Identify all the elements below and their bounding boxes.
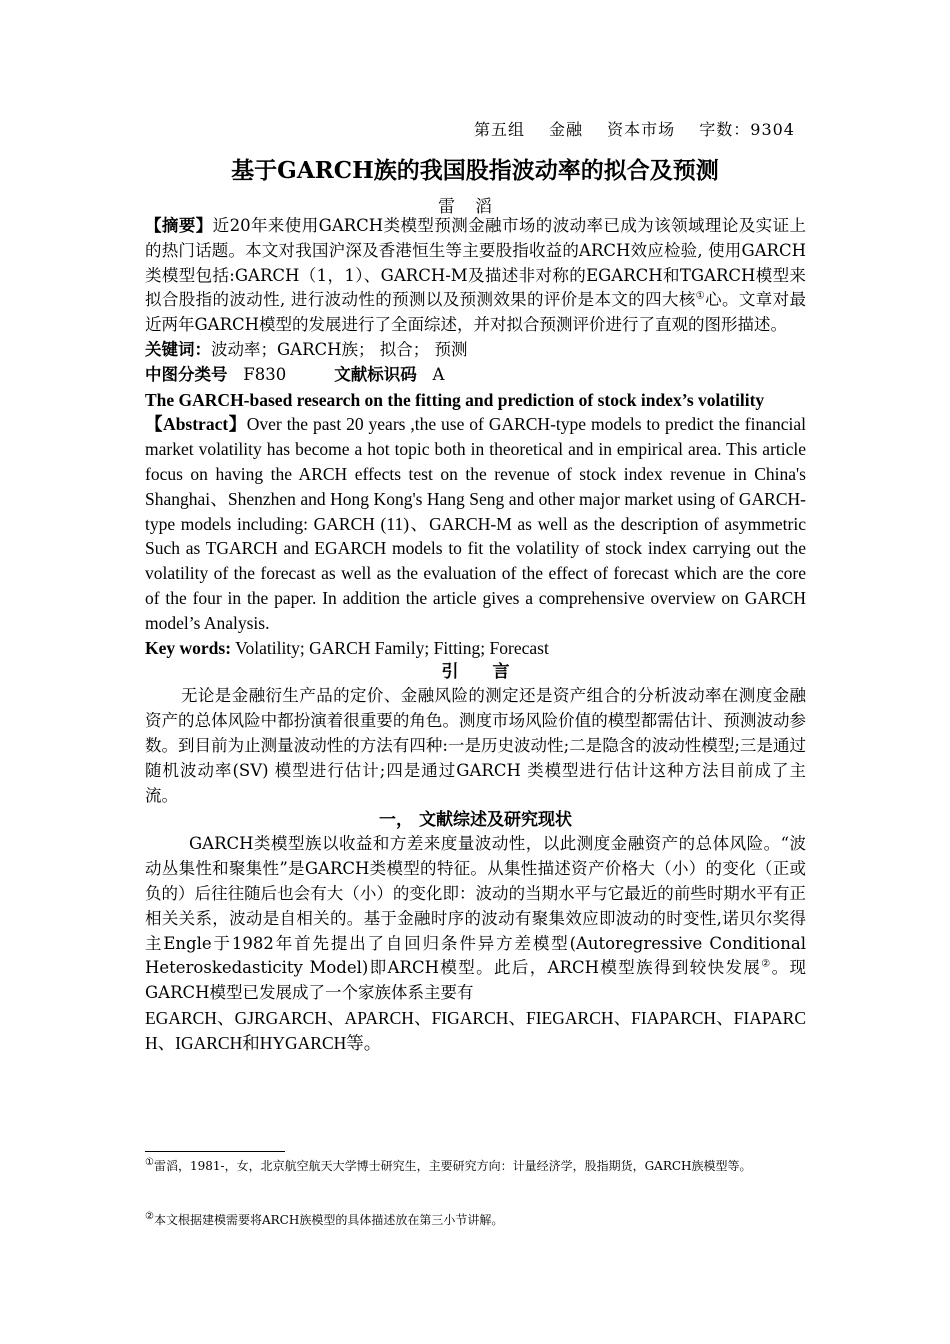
section1-text1: GARCH类模型族以收益和方差来度量波动性，以此测度金融资产的总体风险。“波动丛集性和聚集性”是GARCH类模型的特征。从集性描述资产价格大（小）的变化（正或负的）后往往随后也会有大（小）的变化即：波动的当期水平与它最近的前些时期水平有正相关关系，波动是自相关的。基于金融时序的波动有聚集效应即波动的时变性,诺贝尔奖得主Engle于1982年首先提出了自回归条件异方差模型(Autoregressive Conditional Heteroskedasticity Model)即ARCH模型。此后，ARCH模型族得到较快发展	[145, 834, 806, 978]
footnote-2-text: 本文根据建模需要将ARCH族模型的具体描述放在第三小节讲解。	[153, 1213, 504, 1227]
main-body	[145, 214, 806, 1056]
footnote-1-text: 雷滔，1981-，女，北京航空航天大学博士研究生，主要研究方向：计量经济学，股指期货，GARCH族模型等。	[153, 1159, 752, 1173]
footnote-1-mark: ①	[145, 1157, 154, 1168]
section1-heading: 一， 文献综述及研究现状	[379, 810, 572, 831]
doc-code-label: 文献标识码	[334, 364, 417, 384]
keywords-cn-text: 波动率；GARCH族； 拟合； 预测	[211, 339, 468, 359]
footnote-ref-2: ②	[761, 958, 772, 970]
footnote-2-mark: ②	[145, 1211, 154, 1222]
meta-wordcount: 字数：9304	[699, 120, 795, 139]
footnote-2	[145, 1211, 806, 1229]
abstract-cn-label: 【摘要】	[145, 216, 213, 235]
doc-code-value: A	[432, 364, 445, 384]
paper-author: 雷滔	[438, 197, 512, 217]
meta-group: 第五组	[473, 120, 525, 139]
title-en: The GARCH-based research on the fitting and prediction of stock index’s volatility	[145, 389, 765, 410]
keywords-en	[145, 636, 806, 661]
meta-subject: 资本市场	[607, 120, 676, 139]
section1-text2: 。现GARCH模型已发展成了一个家族体系主要有	[145, 958, 807, 1003]
paper-meta	[456, 117, 795, 140]
section1-paragraph	[145, 832, 806, 1006]
abstract-en	[145, 412, 806, 635]
abstract-cn-text1: 近20年来使用GARCH类模型预测金融市场的波动率已成为该领域理论及实证上的热门话题。本文对我国沪深及香港恒生等主要股指收益的ARCH效应检验, 使用GARCH类模型包括:GARCH（1，1）、GARCH-M及描述非对称的EGARCH和TGARCH模型来拟合股指的波动性, 进行波动性的预测以及预测效果的评价是本文的四大核	[145, 216, 807, 310]
abstract-cn	[145, 214, 806, 338]
intro-heading: 引 言	[441, 662, 510, 683]
keywords-cn-label: 关键词：	[145, 339, 211, 359]
paper-title: 基于GARCH族的我国股指波动率的拟合及预测	[231, 157, 719, 184]
abstract-en-text: Over the past 20 years ,the use of GARCH-type models to predict the financial market volatility has become a hot topic both in theoretical and in empirical area. This article focus on having the ARCH effects test on the revenue of stock index revenue in China's Shanghai、Shenzhen and Hong Kong's Hang Seng and other major market using of GARCH-type models including: GARCH (11)、GARCH-M as well as the description of asymmetric Such as TGARCH and EGARCH models to fit the volatility of stock index carrying out the volatility of the forecast as well as the evaluation of the effect of forecast which are the core of the four in the paper. In addition the article gives a comprehensive overview on GARCH model’s Analysis.	[145, 414, 806, 633]
meta-field: 金融	[549, 120, 584, 139]
keywords-cn	[145, 338, 806, 363]
intro-paragraph: 无论是金融衍生产品的定价、金融风险的测定还是资产组合的分析波动率在测度金融资产的总体风险中都扮演着很重要的角色。测度市场风险价值的模型都需估计、预测波动参数。到目前为止测量波动性的方法有四种:一是历史波动性;二是隐含的波动性模型;三是通过随机波动率(SV) 模型进行估计;四是通过GARCH 类模型进行估计这种方法目前成了主流。	[145, 686, 806, 805]
clc-label: 中图分类号	[145, 364, 228, 384]
footnote-ref-1: ①	[695, 290, 706, 302]
abstract-en-label: 【Abstract】	[145, 414, 247, 435]
keywords-en-text: Volatility; GARCH Family; Fitting; Forecast	[231, 637, 549, 658]
classification	[145, 363, 806, 388]
footnote-1	[145, 1157, 806, 1175]
clc-value: F830	[243, 364, 287, 384]
section1-model-list: EGARCH、GJRGARCH、APARCH、FIGARCH、FIEGARCH、FIAPARCH、FIAPARCH、IGARCH和HYGARCH等。	[145, 1007, 806, 1053]
abstract-cn-text2: 心。文章对最近两年GARCH模型的发展进行了全面综述，并对拟合预测评价进行了直观的图形描述。	[145, 290, 807, 335]
keywords-en-label: Key words:	[145, 637, 232, 658]
footnote-divider	[145, 1151, 285, 1152]
